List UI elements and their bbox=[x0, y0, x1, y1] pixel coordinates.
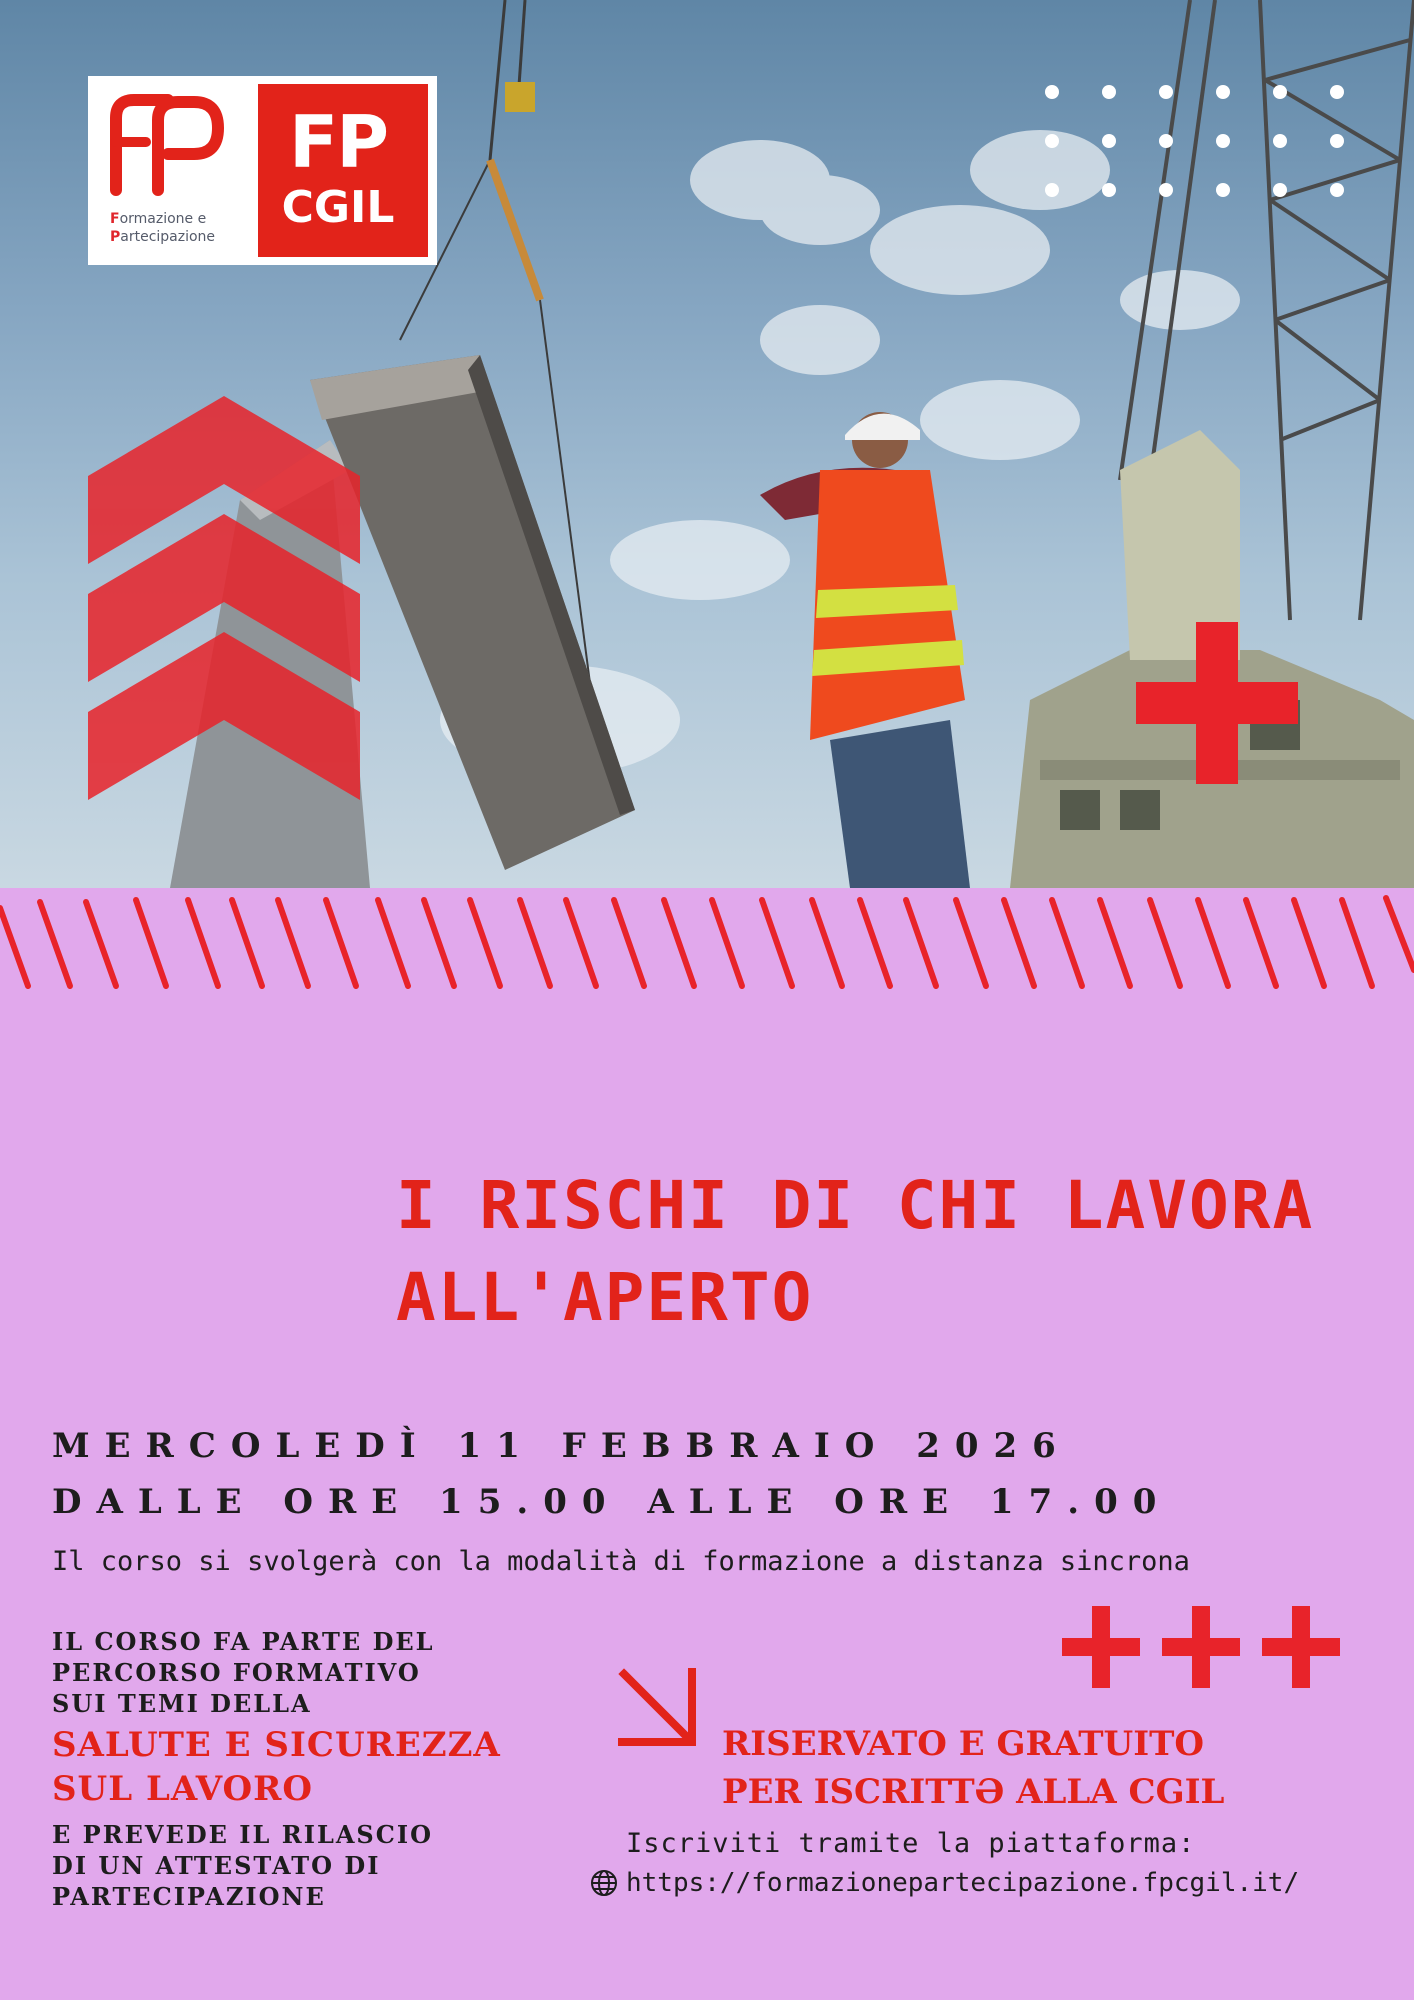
course-info-block bbox=[52, 1626, 572, 1912]
badge-cgil-text: CGIL bbox=[281, 182, 395, 233]
title-line-2: ALL'APERTO bbox=[396, 1259, 814, 1336]
dot-grid-decoration bbox=[1040, 84, 1350, 204]
globe-icon bbox=[590, 1869, 618, 1897]
badge-fp-text: FP bbox=[289, 100, 387, 184]
page-title bbox=[396, 1160, 1356, 1344]
event-time: DALLE ORE 15.00 ALLE ORE 17.00 bbox=[52, 1482, 1172, 1522]
reserved-free-notice: RISERVATO E GRATUITO PER ISCRITTƏ ALLA CGIL bbox=[722, 1724, 1225, 1812]
arrow-down-right-icon bbox=[618, 1668, 702, 1752]
logo-caption-initial-p: P bbox=[110, 229, 121, 245]
logo-caption-line2: artecipazione bbox=[120, 229, 216, 245]
plus-cross-icon bbox=[1136, 622, 1298, 784]
course-topic: SALUTE E SICUREZZA SUL LAVORO bbox=[52, 1725, 501, 1809]
course-info-outro: E PREVEDE IL RILASCIO DI UN ATTESTATO DI PARTECIPAZIONE bbox=[52, 1820, 433, 1911]
fp-cgil-badge bbox=[258, 84, 428, 257]
organization-logo bbox=[88, 76, 437, 265]
logo-caption-line1: ormazione e bbox=[119, 211, 207, 227]
registration-url-link[interactable]: https://formazionepartecipazione.fpcgil.it/ bbox=[626, 1868, 1300, 1898]
event-date: MERCOLEDÌ 11 FEBBRAIO 2026 bbox=[52, 1426, 1071, 1466]
logo-caption-initial-f: F bbox=[110, 211, 120, 227]
registration-link-row bbox=[590, 1868, 1299, 1898]
diagonal-stripes-decoration bbox=[0, 890, 1414, 1000]
three-plus-icons bbox=[1062, 1606, 1342, 1688]
chevron-up-icon bbox=[88, 396, 360, 801]
course-info-intro: IL CORSO FA PARTE DEL PERCORSO FORMATIVO SUI TEMI DELLA bbox=[52, 1627, 435, 1718]
subscribe-label: Iscriviti tramite la piattaforma: bbox=[626, 1828, 1196, 1859]
logo-caption bbox=[110, 210, 215, 246]
hero-photo bbox=[0, 0, 1414, 888]
fp-monogram-icon bbox=[106, 90, 226, 200]
course-mode-text: Il corso si svolgerà con la modalità di formazione a distanza sincrona bbox=[52, 1546, 1190, 1577]
title-line-1: I RISCHI DI CHI LAVORA bbox=[396, 1167, 1315, 1244]
